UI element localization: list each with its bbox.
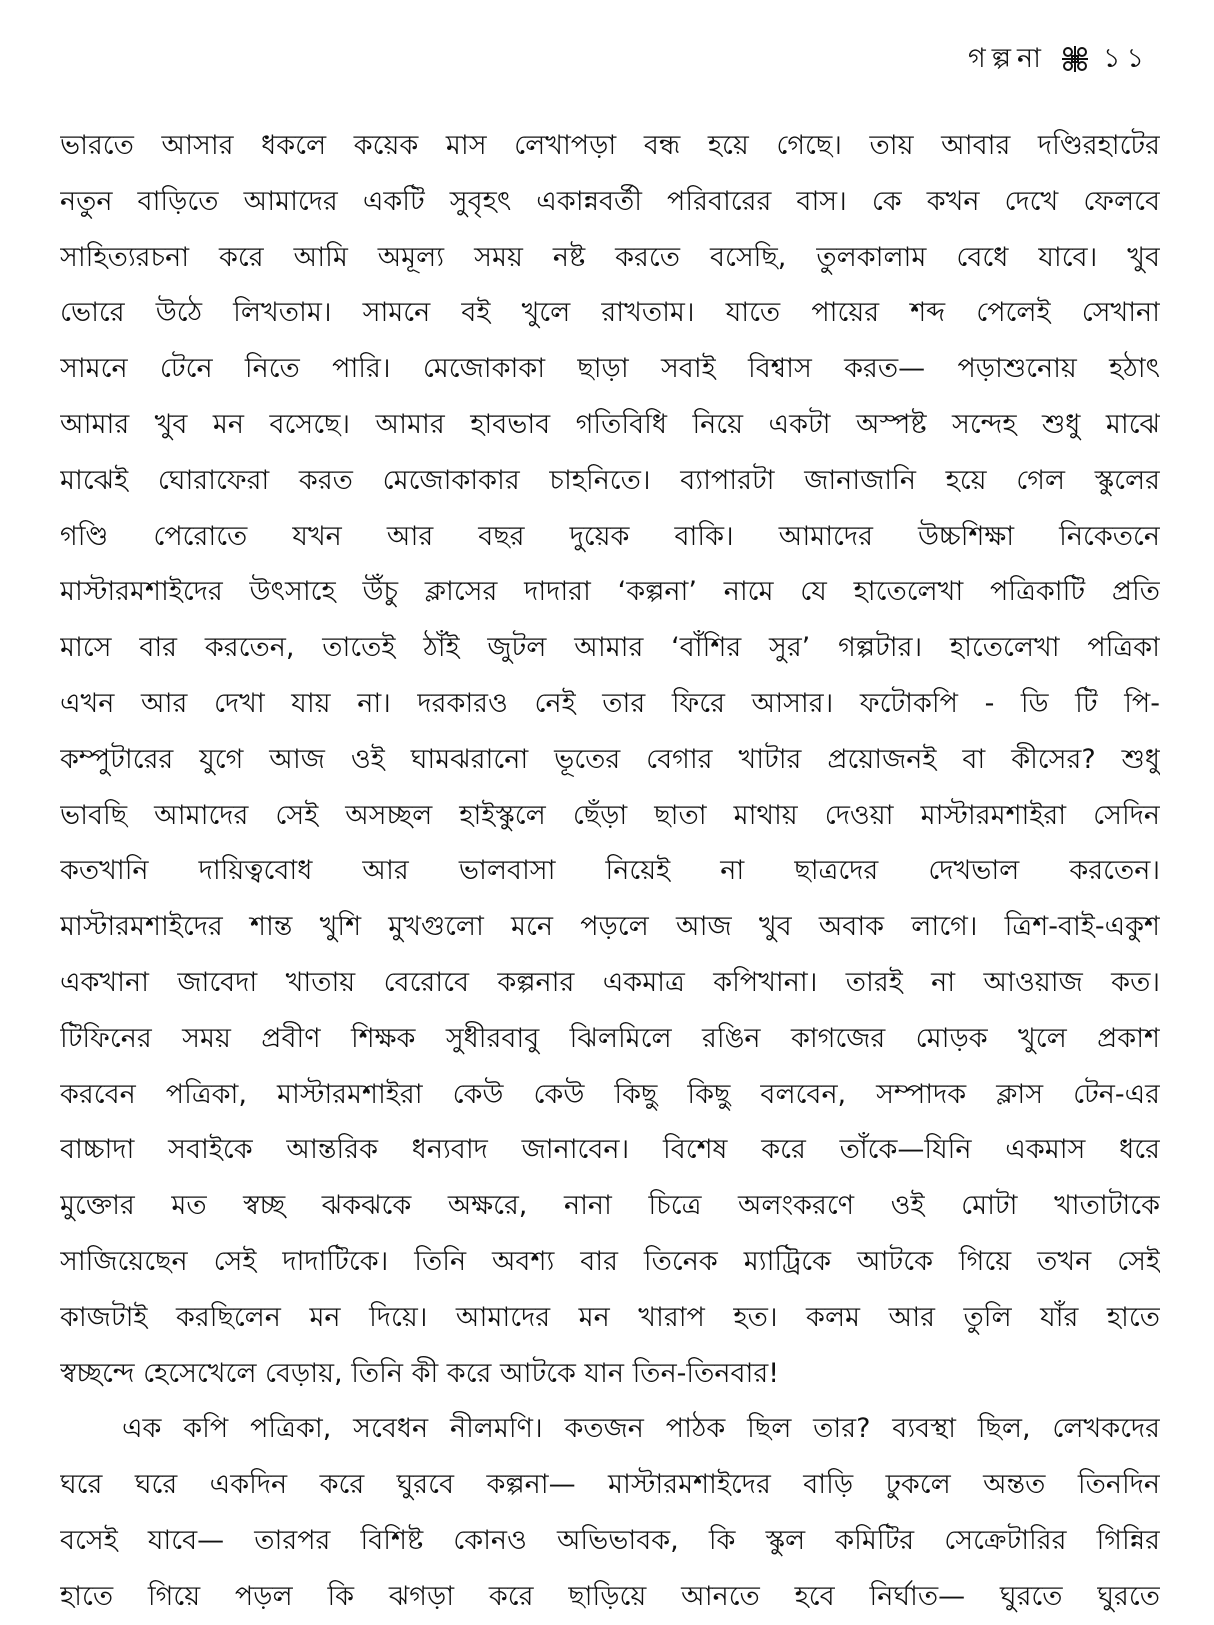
- text-line: হাতে গিয়ে পড়ল কি ঝগড়া করে ছাড়িয়ে আনতে হবে নির্ঘাত— ঘুরতে ঘুরতে: [60, 1580, 1160, 1612]
- text-line: কাজটাই করছিলেন মন দিয়ে। আমাদের মন খারাপ হত। কলম আর তুলি যাঁর হাতে: [60, 1301, 1160, 1333]
- text-line: সাজিয়েছেন সেই দাদাটিকে। তিনি অবশ্য বার তিনেক ম্যাট্রিকে আটকে গিয়ে তখন সেই: [60, 1245, 1160, 1277]
- running-head-title: গল্পনা: [968, 43, 1047, 74]
- text-line: একখানা জাবেদা খাতায় বেরোবে কল্পনার একমাত্র কপিখানা। তারই না আওয়াজ কত।: [60, 966, 1160, 998]
- text-line: কতখানি দায়িত্ববোধ আর ভালবাসা নিয়েই না ছাত্রদের দেখভাল করতেন।: [60, 855, 1160, 887]
- text-line: মুক্তোর মত স্বচ্ছ ঝকঝকে অক্ষরে, নানা চিত্রে অলংকরণে ওই মোটা খাতাটাকে: [60, 1190, 1160, 1222]
- text-line: বসেই যাবে— তারপর বিশিষ্ট কোনও অভিভাবক, কি স্কুল কমিটির সেক্রেটারির গিন্নির: [60, 1524, 1160, 1556]
- text-line: ভাবছি আমাদের সেই অসচ্ছল হাইস্কুলে ছেঁড়া ছাতা মাথায় দেওয়া মাস্টারমশাইরা সেদিন: [60, 799, 1160, 831]
- text-line: টিফিনের সময় প্রবীণ শিক্ষক সুধীরবাবু ঝিলমিলে রঙিন কাগজের মোড়ক খুলে প্রকাশ: [60, 1022, 1160, 1054]
- text-line: ভারতে আসার ধকলে কয়েক মাস লেখাপড়া বন্ধ হয়ে গেছে। তায় আবার দণ্ডিরহাটের: [60, 130, 1160, 161]
- page-number: ১১: [1102, 43, 1150, 74]
- text-line: মাস্টারমশাইদের উৎসাহে উঁচু ক্লাসের দাদারা ‘কল্পনা’ নামে যে হাতেলেখা পত্রিকাটি প্রতি: [60, 576, 1160, 608]
- text-line: বাচ্চাদা সবাইকে আন্তরিক ধন্যবাদ জানাবেন। বিশেষ করে তাঁকে—যিনি একমাস ধরে: [60, 1134, 1160, 1166]
- text-line: ঘরে ঘরে একদিন করে ঘুরবে কল্পনা— মাস্টারমশাইদের বাড়ি ঢুকলে অন্তত তিনদিন: [60, 1469, 1160, 1501]
- text-line: মাঝেই ঘোরাফেরা করত মেজোকাকার চাহনিতে। ব্যাপারটা জানাজানি হয়ে গেল স্কুলের: [60, 464, 1160, 496]
- text-line: সামনে টেনে নিতে পারি। মেজোকাকা ছাড়া সবাই বিশ্বাস করত— পড়াশুনোয় হঠাৎ: [60, 353, 1160, 385]
- text-line: মাসে বার করতেন, তাতেই ঠাঁই জুটল আমার ‘বাঁশির সুর’ গল্পটার। হাতেলেখা পত্রিকা: [60, 632, 1160, 664]
- text-line: নতুন বাড়িতে আমাদের একটি সুবৃহৎ একান্নবর্তী পরিবারের বাস। কে কখন দেখে ফেলবে: [60, 185, 1160, 217]
- text-line: করবেন পত্রিকা, মাস্টারমশাইরা কেউ কেউ কিছু কিছু বলবেন, সম্পাদক ক্লাস টেন-এর: [60, 1078, 1160, 1110]
- text-line: এক কপি পত্রিকা, সবেধন নীলমণি। কতজন পাঠক ছিল তার? ব্যবস্থা ছিল, লেখকদের: [122, 1413, 1160, 1445]
- paragraph: [60, 1401, 1160, 1624]
- floral-ornament-icon: [1061, 45, 1089, 73]
- paragraph: [60, 118, 1160, 1401]
- text-line: মাস্টারমশাইদের শান্ত খুশি মুখগুলো মনে পড়লে আজ খুব অবাক লাগে। ত্রিশ-বাই-একুশ: [60, 911, 1160, 943]
- text-line: সাহিত্যরচনা করে আমি অমূল্য সময় নষ্ট করতে বসেছি, তুলকালাম বেধে যাবে। খুব: [60, 241, 1160, 273]
- text-line: কম্পুটারের যুগে আজ ওই ঘামঝরানো ভূতের বেগার খাটার প্রয়োজনই বা কীসের? শুধু: [60, 743, 1160, 775]
- body-text: [60, 118, 1160, 1625]
- running-head: [968, 42, 1150, 76]
- text-line: ভোরে উঠে লিখতাম। সামনে বই খুলে রাখতাম। যাতে পায়ের শব্দ পেলেই সেখানা: [60, 297, 1160, 329]
- text-line: গণ্ডি পেরোতে যখন আর বছর দুয়েক বাকি। আমাদের উচ্চশিক্ষা নিকেতনে: [60, 520, 1160, 552]
- text-line: আমার খুব মন বসেছে। আমার হাবভাব গতিবিধি নিয়ে একটা অস্পষ্ট সন্দেহ শুধু মাঝে: [60, 408, 1160, 440]
- text-line: স্বচ্ছন্দে হেসেখেলে বেড়ায়, তিনি কী করে আটকে যান তিন-তিনবার!: [60, 1357, 780, 1389]
- text-line: এখন আর দেখা যায় না। দরকারও নেই তার ফিরে আসার। ফটোকপি - ডি টি পি-: [60, 687, 1160, 719]
